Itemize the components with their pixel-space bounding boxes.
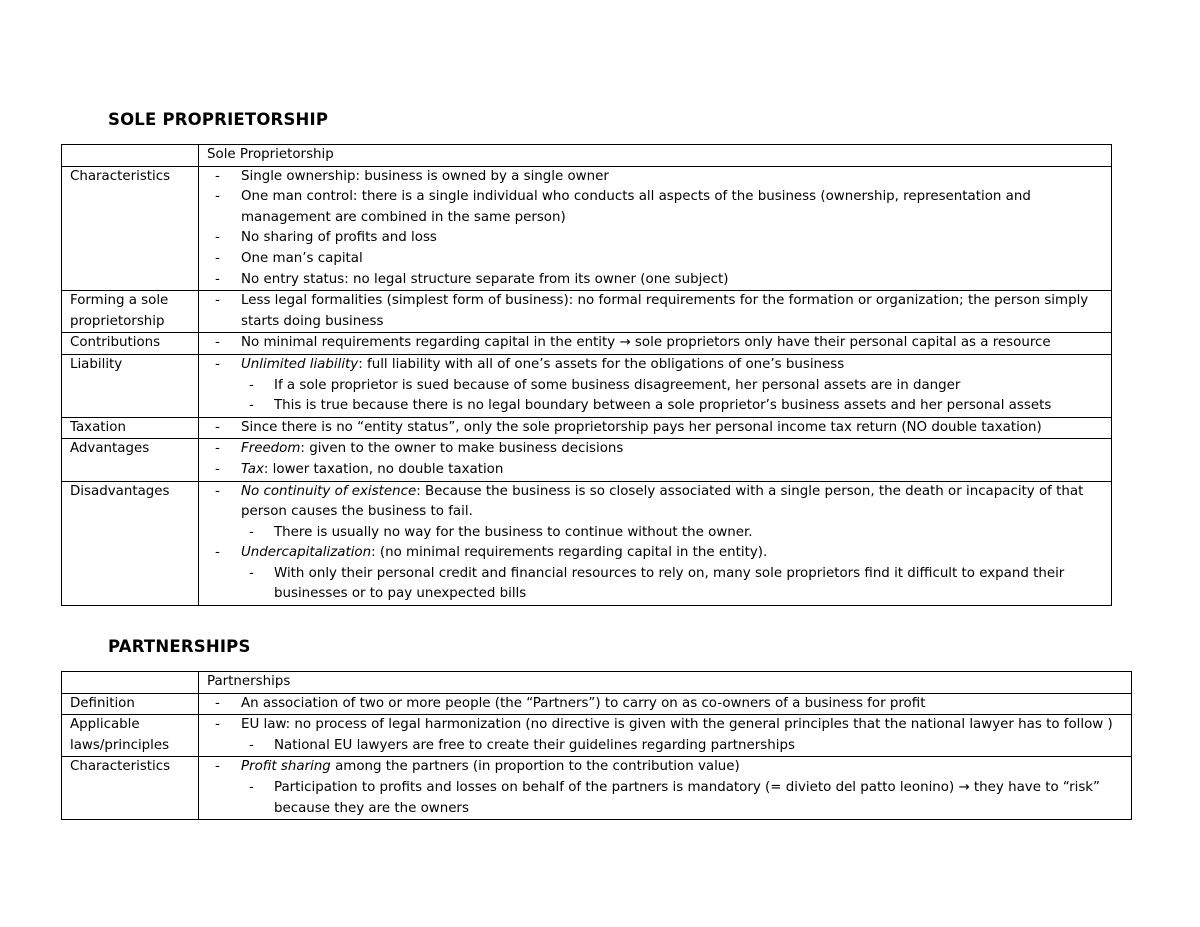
table-row (62, 693, 1132, 715)
bullet-list (207, 333, 1107, 354)
item-text: An association of two or more people (the “Partners”) to carry on as co-owners of a business for profit (241, 695, 926, 711)
item-text: Since there is no “entity status”, only the sole proprietorship pays her personal income tax return (NO double taxation) (241, 419, 1042, 435)
list-item (207, 167, 1107, 188)
row-label: Definition (62, 693, 199, 715)
header-cell (199, 145, 1112, 167)
row-content (199, 693, 1132, 715)
sub-bullet-list (241, 523, 1107, 544)
item-text: Less legal formalities (simplest form of business): no formal requirements for the formation or organization; the person simply starts doing business (241, 293, 1089, 329)
list-item (207, 418, 1107, 439)
bullet-list (207, 291, 1107, 332)
partnerships-table-body (62, 672, 1132, 820)
row-content (199, 166, 1112, 291)
table-header-label: Sole Proprietorship (207, 147, 334, 162)
item-text: : Because the business is so closely associated with a single person, the death or incapacity of that person causes the business to fail. (241, 483, 1084, 520)
bullet-list (207, 757, 1127, 819)
sole-table-body (62, 145, 1112, 606)
list-item (207, 439, 1107, 460)
row-label: Advantages (62, 439, 199, 481)
item-text: No minimal requirements regarding capital in the entity → sole proprietors only have their personal capital as a resource (241, 335, 1051, 351)
sub-list-item: - There is usually no way for the business to continue without the owner. (241, 523, 1107, 544)
sub-list-item: - With only their personal credit and financial resources to rely on, many sole proprietors find it difficult to expand their businesses or to pay unexpected bills (241, 564, 1107, 605)
row-content (199, 481, 1112, 606)
partnerships-heading: PARTNERSHIPS (108, 637, 251, 656)
row-content (199, 333, 1112, 355)
table-header-label: Partnerships (207, 674, 291, 689)
sub-bullet-list (241, 736, 1127, 757)
row-label: Disadvantages (62, 481, 199, 606)
table-row (62, 757, 1132, 820)
emphasis-term: Freedom (241, 441, 301, 457)
table-header-row (62, 672, 1132, 694)
bullet-list (207, 167, 1107, 291)
row-content (199, 291, 1112, 333)
list-item (207, 291, 1107, 332)
row-label: Characteristics (62, 166, 199, 291)
emphasis-term: Undercapitalization (241, 545, 372, 561)
item-text: No sharing of profits and loss (241, 230, 437, 246)
row-content (199, 715, 1132, 757)
emphasis-term: Tax (241, 461, 264, 477)
table-row (62, 291, 1112, 333)
table-row (62, 354, 1112, 417)
item-text: : given to the owner to make business decisions (300, 441, 624, 457)
list-item (207, 694, 1127, 715)
sub-list-item: - Participation to profits and losses on behalf of the partners is mandatory (= divieto del patto leonino) → they have to “risk” because they are the owners (241, 778, 1127, 819)
list-item (207, 460, 1107, 481)
list-item (207, 757, 1127, 819)
sub-bullet-list (241, 778, 1127, 819)
bullet-list (207, 482, 1107, 606)
table-row (62, 333, 1112, 355)
item-text: One man control: there is a single individual who conducts all aspects of the business (ownership, representation and management are combined in the same person) (241, 189, 1031, 225)
row-content (199, 354, 1112, 417)
row-content (199, 417, 1112, 439)
header-cell (199, 672, 1132, 694)
sole-proprietorship-heading: SOLE PROPRIETORSHIP (108, 110, 329, 129)
row-label: Characteristics (62, 757, 199, 820)
list-item (207, 187, 1107, 228)
sole-proprietorship-table (61, 144, 1112, 606)
list-item (207, 355, 1107, 417)
table-row (62, 715, 1132, 757)
list-item (207, 333, 1107, 354)
item-text: : (no minimal requirements regarding capital in the entity). (371, 545, 768, 561)
header-empty-cell (62, 672, 199, 694)
list-item (207, 249, 1107, 270)
row-label: Liability (62, 354, 199, 417)
row-label: Contributions (62, 333, 199, 355)
item-text: One man’s capital (241, 250, 363, 266)
list-item (207, 543, 1107, 605)
header-empty-cell (62, 145, 199, 167)
list-item (207, 715, 1127, 756)
item-text: : full liability with all of one’s assets for the obligations of one’s business (358, 356, 845, 372)
row-label: Forming a sole proprietorship (62, 291, 199, 333)
emphasis-term: Profit sharing (241, 759, 331, 775)
item-text: Single ownership: business is owned by a single owner (241, 168, 609, 184)
item-text: : lower taxation, no double taxation (263, 461, 504, 477)
list-item (207, 270, 1107, 291)
item-text: EU law: no process of legal harmonization (no directive is given with the general principles that the national lawyer has to follow ) (241, 717, 1113, 733)
list-item (207, 482, 1107, 544)
row-label: Applicable laws/principles (62, 715, 199, 757)
sub-list-item: - National EU lawyers are free to create their guidelines regarding partnerships (241, 736, 1127, 757)
row-content (199, 439, 1112, 481)
partnerships-table (61, 671, 1132, 820)
bullet-list (207, 418, 1107, 439)
bullet-list (207, 715, 1127, 756)
list-item (207, 228, 1107, 249)
table-row (62, 439, 1112, 481)
sub-list-item: - If a sole proprietor is sued because of some business disagreement, her personal assets are in danger (241, 376, 1107, 397)
table-header-row (62, 145, 1112, 167)
bullet-list (207, 439, 1107, 480)
bullet-list (207, 355, 1107, 417)
row-label: Taxation (62, 417, 199, 439)
emphasis-term: Unlimited liability (241, 356, 359, 372)
emphasis-term: No continuity of existence (241, 483, 417, 499)
table-row (62, 166, 1112, 291)
item-text: No entry status: no legal structure separate from its owner (one subject) (241, 271, 729, 287)
table-row (62, 417, 1112, 439)
sub-bullet-list (241, 376, 1107, 417)
item-text: among the partners (in proportion to the contribution value) (330, 759, 740, 775)
sub-bullet-list (241, 564, 1107, 605)
sub-list-item: - This is true because there is no legal boundary between a sole proprietor’s business assets and her personal assets (241, 396, 1107, 417)
table-row (62, 481, 1112, 606)
row-content (199, 757, 1132, 820)
bullet-list (207, 694, 1127, 715)
